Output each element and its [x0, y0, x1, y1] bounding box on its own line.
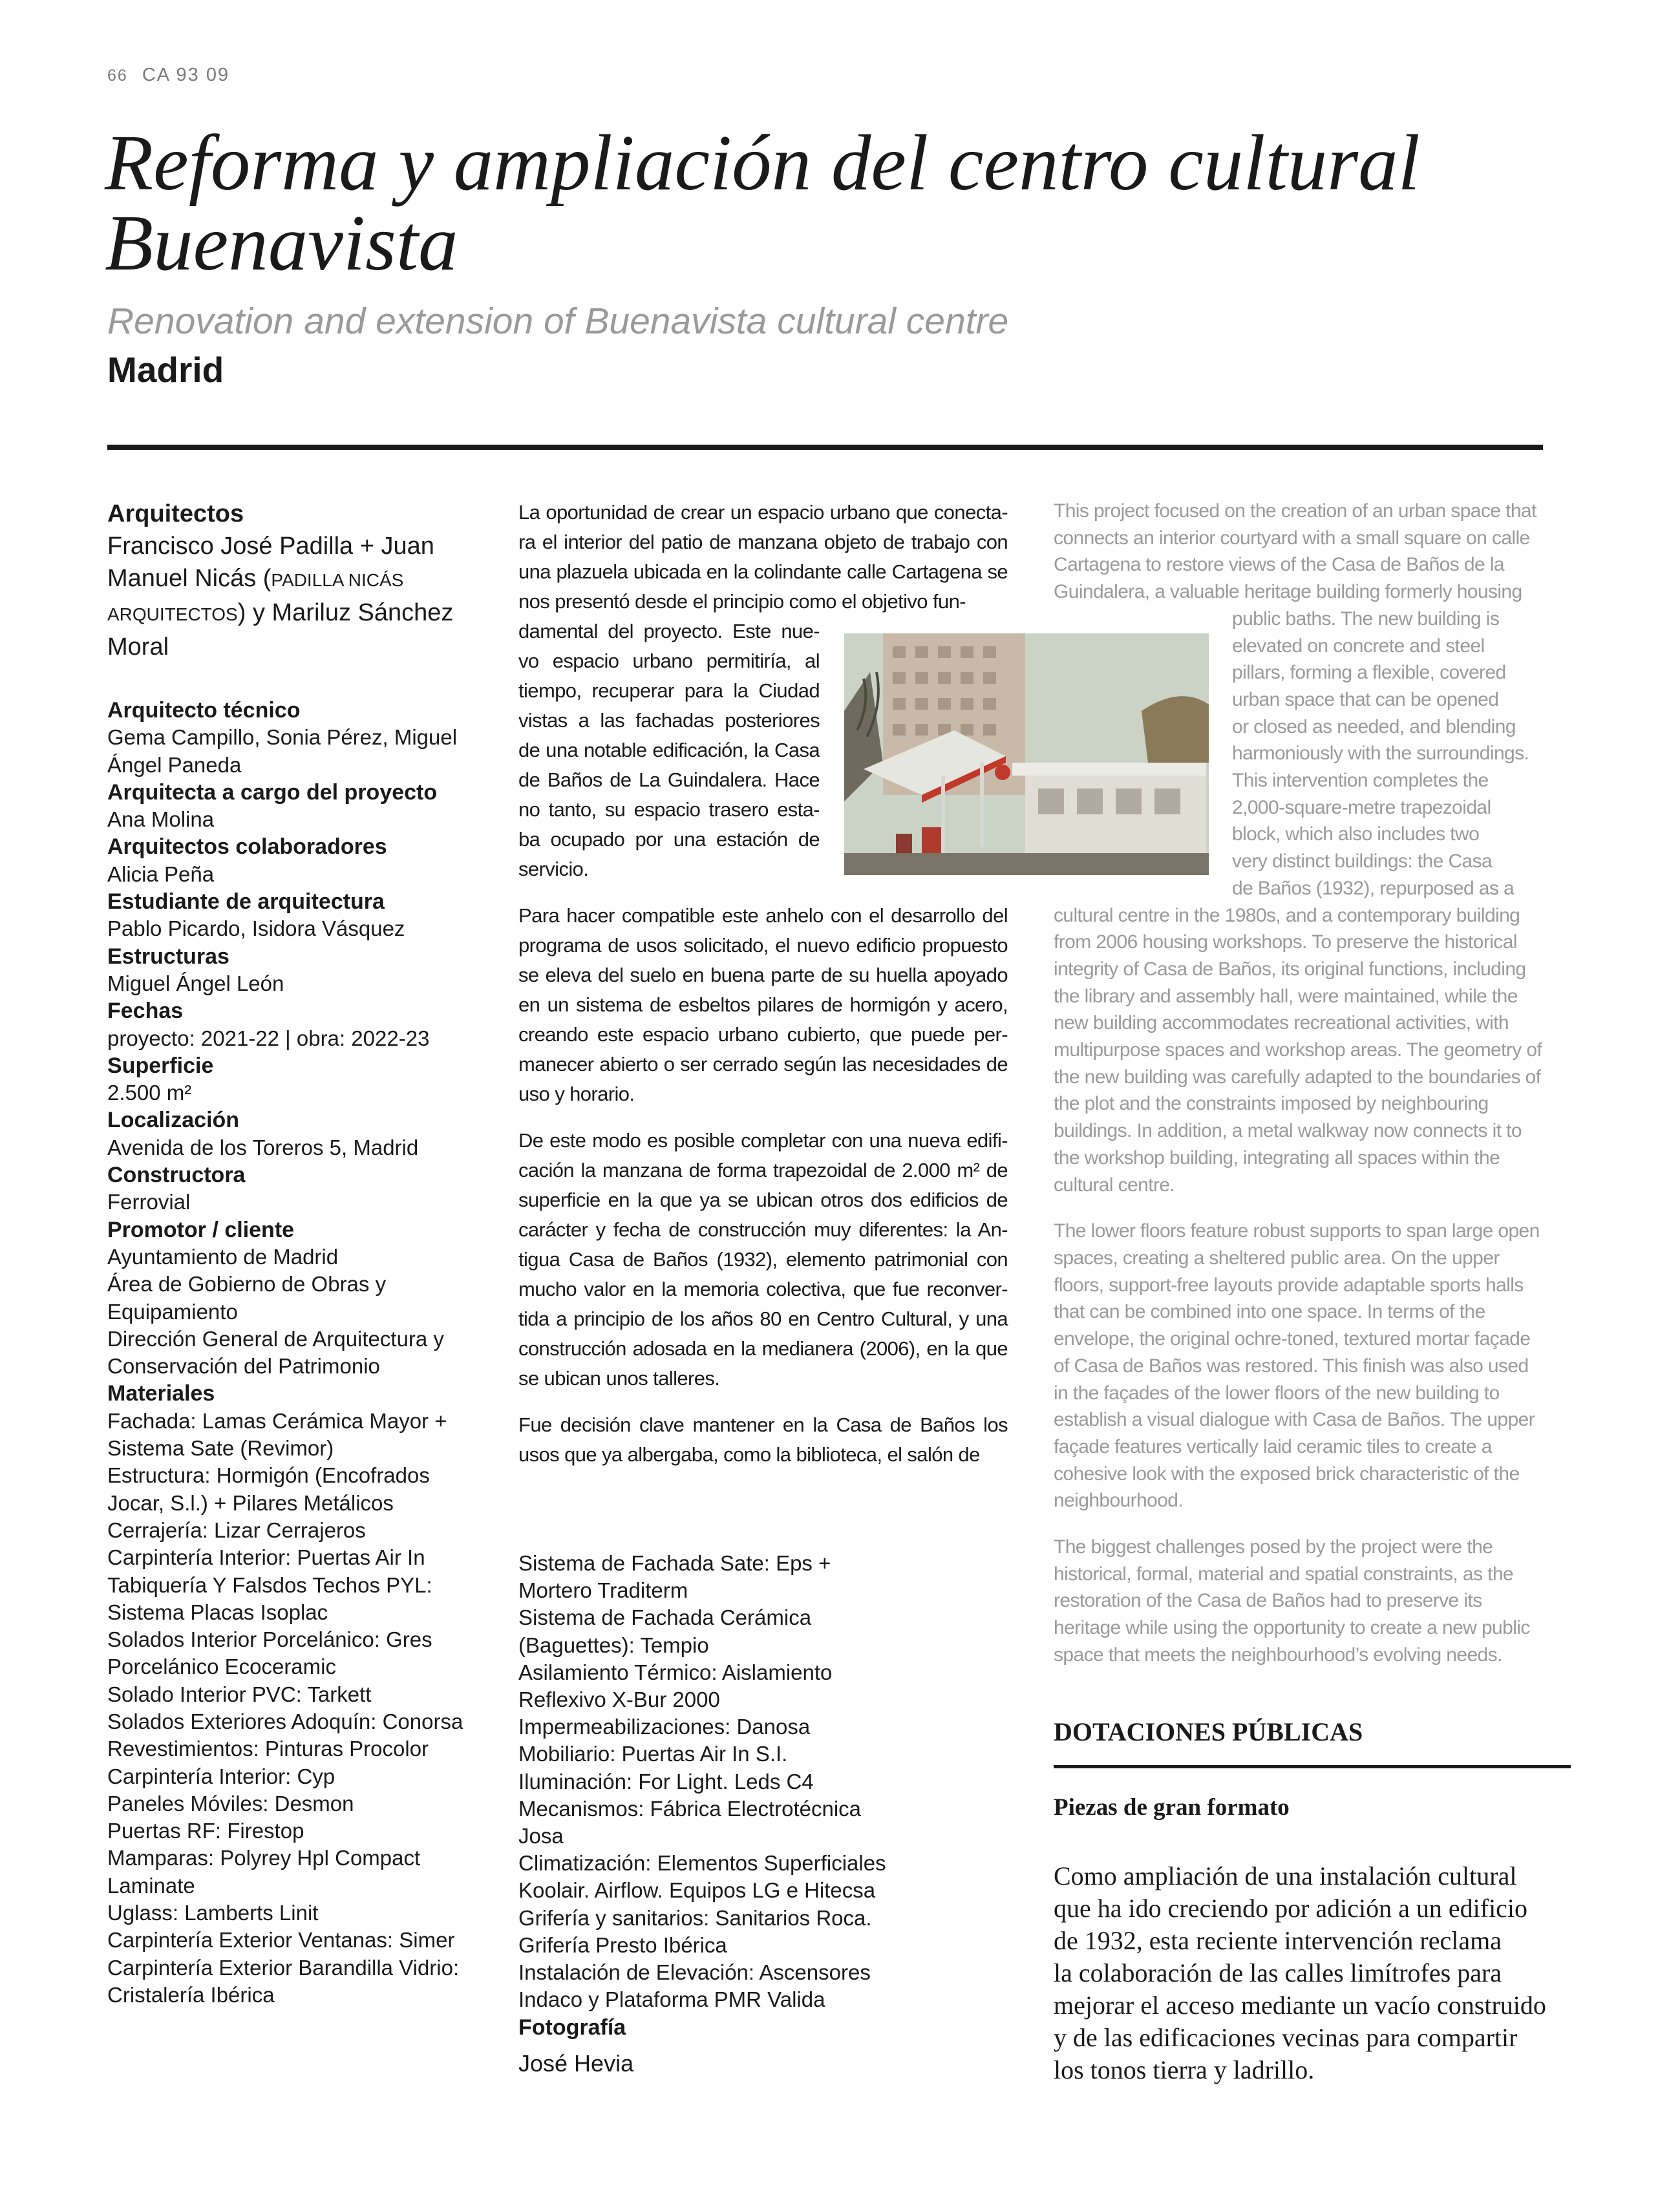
- credit-value: Carpintería Exterior Barandilla Vidrio: Cristalería Ibérica: [107, 1955, 460, 2007]
- arquitectos-firm: PADILLA NICÁS ARQUITECTOS: [107, 570, 404, 624]
- credit-value: Miguel Ángel León: [107, 971, 284, 995]
- credit-label: Constructora: [107, 1163, 246, 1188]
- english-line: harmoniously with the surroundings.: [1232, 743, 1529, 765]
- material-item: Grifería y sanitarios: Sanitarios Roca. Grifería Presto Ibérica: [518, 1905, 872, 1957]
- material-item: Impermeabilizaciones: Danosa: [518, 1715, 811, 1739]
- english-line: block, which also includes two: [1232, 823, 1480, 845]
- credit-value: Cerrajería: Lizar Cerrajeros: [107, 1518, 366, 1542]
- credit-value: Estructura: Hormigón (Encofrados Jocar, S.l.) + Pilares Metálicos: [107, 1463, 430, 1515]
- english-line: very distinct buildings: the Casa: [1232, 851, 1493, 873]
- english-line: This project focused on the creation of an urban space that: [1054, 500, 1536, 522]
- material-item: Sistema de Fachada Cerámica (Baguettes): Tempio: [518, 1605, 812, 1657]
- english-line: pillars, forming a flexible, covered: [1232, 662, 1506, 684]
- english-paragraph-3: The biggest challenges posed by the project were the historical, formal, material and spatial constraints, as the restoration of the Casa de Baños had to preserve its heritage while using the opportunity to create a new public space that meets the neighbourhood’s evolving needs.: [1054, 1536, 1530, 1666]
- english-paragraph-1-top: [1054, 498, 1545, 606]
- english-line: Guindalera, a valuable heritage building formerly housing: [1054, 581, 1522, 603]
- credit-value-arquitectos: [107, 530, 482, 663]
- arquitectos-names-2: ) y Mariluz Sánchez Moral: [107, 599, 454, 661]
- credit-label: Arquitectos colaboradores: [107, 834, 387, 860]
- credit-label: Localización: [107, 1108, 240, 1133]
- spanish-paragraph-4: Fue decisión clave mantener en la Casa de Baños los usos que ya albergaba, como la biblioteca, el salón de: [518, 1413, 1008, 1466]
- english-line: This intervention completes the: [1232, 770, 1489, 792]
- credits-column: [107, 498, 482, 2009]
- issue-number: CA 93 09: [142, 65, 230, 85]
- article-city: Madrid: [107, 350, 224, 390]
- spanish-paragraph-2: Para hacer compatible este anhelo con el desarrollo del programa de usos solicitado, el nuevo edificio propuesto se eleva del suelo en buena parte de su huella apoyado en un sistema de esbeltos pilares de hormigón y acero, creando este espacio urbano cubierto, que puede per-manecer abierto o ser cerrado según las necesidades de uso y horario.: [518, 904, 1008, 1105]
- spanish-paragraph-3: De este modo es posible completar con una nueva edifi-cación la manzana de forma trapezoidal de 2.000 m² de superficie en la que ya se ubican otros dos edificios de carácter y fecha de construcción muy diferentes: la An-tigua Casa de Baños (1932), elemento patrimonial con mucho valor en la memoria colectiva, que fue reconver-tida a principio de los años 80 en Centro Cultural, y una construcción adosada en la medianera (2006), en la que se ubican unos talleres.: [518, 1129, 1008, 1390]
- credit-value: Solado Interior PVC: Tarkett: [107, 1682, 372, 1706]
- material-item: Sistema de Fachada Sate: Eps + Mortero Traditerm: [518, 1551, 831, 1603]
- english-line: 2,000-square-metre trapezoidal: [1232, 796, 1491, 818]
- credit-label-arquitectos: Arquitectos: [107, 500, 244, 527]
- english-line: Cartagena to restore views of the Casa de Baños de la: [1054, 554, 1504, 576]
- material-item: Iluminación: For Light. Leds C4: [518, 1769, 814, 1794]
- section-body-line: y de las edificaciones vecinas para compartir: [1054, 2023, 1518, 2052]
- english-line: public baths. The new building is: [1232, 608, 1500, 630]
- credit-label: Estudiante de arquitectura: [107, 889, 385, 915]
- article-subtitle: Renovation and extension of Buenavista cultural centre: [107, 301, 1009, 342]
- section-body: [1054, 1860, 1571, 2086]
- credit-value: Solados Interior Porcelánico: Gres Porcelánico Ecoceramic: [107, 1627, 432, 1679]
- credit-value: Carpintería Interior: Cyp: [107, 1764, 335, 1788]
- materials-continued: [518, 1550, 906, 2013]
- credit-label: Superficie: [107, 1053, 214, 1078]
- credit-label: Materiales: [107, 1381, 215, 1406]
- credit-value: Alicia Peña: [107, 862, 215, 886]
- section-body-line: los tonos tierra y ladrillo.: [1054, 2055, 1315, 2084]
- credit-items: [107, 697, 482, 2009]
- english-body: [1054, 498, 1545, 1688]
- section-body-line: Como ampliación de una instalación cultural: [1054, 1861, 1517, 1890]
- page-folio: [107, 65, 229, 86]
- material-item: Instalación de Elevación: Ascensores Indaco y Plataforma PMR Valida: [518, 1960, 871, 2012]
- spanish-paragraph-1b: damental del proyecto. Este nue-vo espacio urbano permitiría, al tiempo, recuperar para la Ciudad vistas a las fachadas posteriores de una notable edificación, la Casa de Baños de La Guindalera. Hace no tanto, su espacio trasero esta-ba ocupado por una estación de servicio.: [518, 620, 820, 880]
- credit-value: Carpintería Exterior Ventanas: Simer: [107, 1928, 455, 1953]
- english-paragraph-2: The lower floors feature robust supports to span large open spaces, creating a sheltered public area. On the upper floors, support-free layouts provide adaptable sports halls that can be combined into one space. In terms of the envelope, the original ochre-toned, textured mortar façade of Casa de Baños was restored. This finish was also used in the façades of the lower floors of the new building to establish a visual dialogue with Casa de Baños. The upper façade features vertically laid ceramic tiles to create a cohesive look with the exposed brick characteristic of the neighbourhood.: [1054, 1220, 1540, 1512]
- credit-label: Arquitecta a cargo del proyecto: [107, 779, 438, 805]
- english-line: connects an interior courtyard with a small square on calle: [1054, 527, 1530, 549]
- credit-value: Avenida de los Toreros 5, Madrid: [107, 1135, 419, 1159]
- english-line: or closed as needed, and blending: [1232, 715, 1516, 737]
- credits-spacer: [107, 663, 482, 697]
- credit-value: Gema Campillo, Sonia Pérez, Miguel Ángel Paneda: [107, 725, 458, 777]
- credit-value: Solados Exteriores Adoquín: Conorsa: [107, 1709, 463, 1733]
- credit-label: Fechas: [107, 999, 184, 1024]
- article-title: [105, 118, 1591, 287]
- arquitectos-names: Francisco José Padilla + Juan Manuel Nicás (: [107, 533, 434, 592]
- english-line: urban space that can be opened: [1232, 688, 1499, 710]
- section-rule: [1054, 1765, 1571, 1768]
- section-subheading: Piezas de gran formato: [1054, 1794, 1290, 1821]
- credit-value: Dirección General de Arquitectura y Conservación del Patrimonio: [107, 1326, 444, 1379]
- section-body-line: que ha ido creciendo por adición a un edificio: [1054, 1894, 1528, 1923]
- english-line: elevated on concrete and steel: [1232, 635, 1485, 657]
- photographer-name: José Hevia: [518, 2050, 634, 2077]
- credit-value: Área de Gobierno de Obras y Equipamiento: [107, 1272, 387, 1324]
- photography-label: Fotografía: [518, 2015, 626, 2040]
- credit-value: Fachada: Lamas Cerámica Mayor + Sistema Sate (Revimor): [107, 1408, 447, 1461]
- page-number: 66: [107, 67, 128, 85]
- credit-value: Ayuntamiento de Madrid: [107, 1244, 339, 1269]
- credit-value: Pablo Picardo, Isidora Vásquez: [107, 916, 405, 941]
- section-body-line: mejorar el acceso mediante un vacío construido: [1054, 1991, 1546, 2020]
- material-item: Climatización: Elementos Superficiales Koolair. Airflow. Equipos LG e Hitecsa: [518, 1851, 886, 1903]
- english-paragraph-1-wrap: [1054, 606, 1545, 902]
- material-item: Mecanismos: Fábrica Electrotécnica Josa: [518, 1796, 862, 1848]
- credit-label: Arquitecto técnico: [107, 698, 301, 723]
- material-item: Asilamiento Térmico: Aislamiento Reflexivo X-Bur 2000: [518, 1660, 833, 1712]
- english-paragraph-1-rest: cultural centre in the 1980s, and a contemporary building from 2006 housing workshops. To preserve the historical integrity of Casa de Baños, its original functions, including the library and assembly hall, were maintained, while the new building accommodates recreational activities, with multipurpose spaces and workshop areas. The geometry of the new building was carefully adapted to the boundaries of the plot and the constraints imposed by neighbouring buildings. In addition, a metal walkway now connects it to the workshop building, integrating all spaces within the cultural centre.: [1054, 904, 1542, 1196]
- credit-value: Puertas RF: Firestop: [107, 1819, 304, 1843]
- title-line-2: Buenavista: [105, 198, 458, 287]
- credit-value: Uglass: Lamberts Linit: [107, 1901, 319, 1925]
- credit-value: 2.500 m²: [107, 1081, 192, 1105]
- material-item: Mobiliario: Puertas Air In S.I.: [518, 1742, 788, 1766]
- section-body-line: la colaboración de las calles limítrofes para: [1054, 1958, 1502, 1987]
- title-line-1: Reforma y ampliación del centro cultural: [105, 118, 1420, 207]
- credit-value: Ferrovial: [107, 1190, 191, 1214]
- section-heading: DOTACIONES PÚBLICAS: [1054, 1717, 1363, 1746]
- credit-value: Revestimientos: Pinturas Procolor: [107, 1737, 429, 1761]
- credit-label: Estructuras: [107, 944, 229, 969]
- spanish-paragraph-1a: La oportunidad de crear un espacio urbano que conecta-ra el interior del patio de manzana objeto de trabajo con una plazuela ubicada en la colindante calle Cartagena se nos presentó desde el principio como el objetivo fun-: [518, 501, 1008, 613]
- english-line: de Baños (1932), repurposed as a: [1232, 877, 1515, 899]
- credit-value: Carpintería Interior: Puertas Air In: [107, 1545, 425, 1570]
- section-body-line: de 1932, esta reciente intervención reclama: [1054, 1926, 1502, 1955]
- credit-value: Mamparas: Polyrey Hpl Compact Laminate: [107, 1846, 421, 1898]
- credit-value: Paneles Móviles: Desmon: [107, 1791, 354, 1815]
- credit-value: Tabiquería Y Falsdos Techos PYL: Sistema Placas Isoplac: [107, 1572, 432, 1624]
- credit-value: Ana Molina: [107, 807, 215, 832]
- credit-label: Promotor / cliente: [107, 1217, 295, 1242]
- credit-value: proyecto: 2021-22 | obra: 2022-23: [107, 1026, 430, 1050]
- header-rule: [107, 445, 1543, 450]
